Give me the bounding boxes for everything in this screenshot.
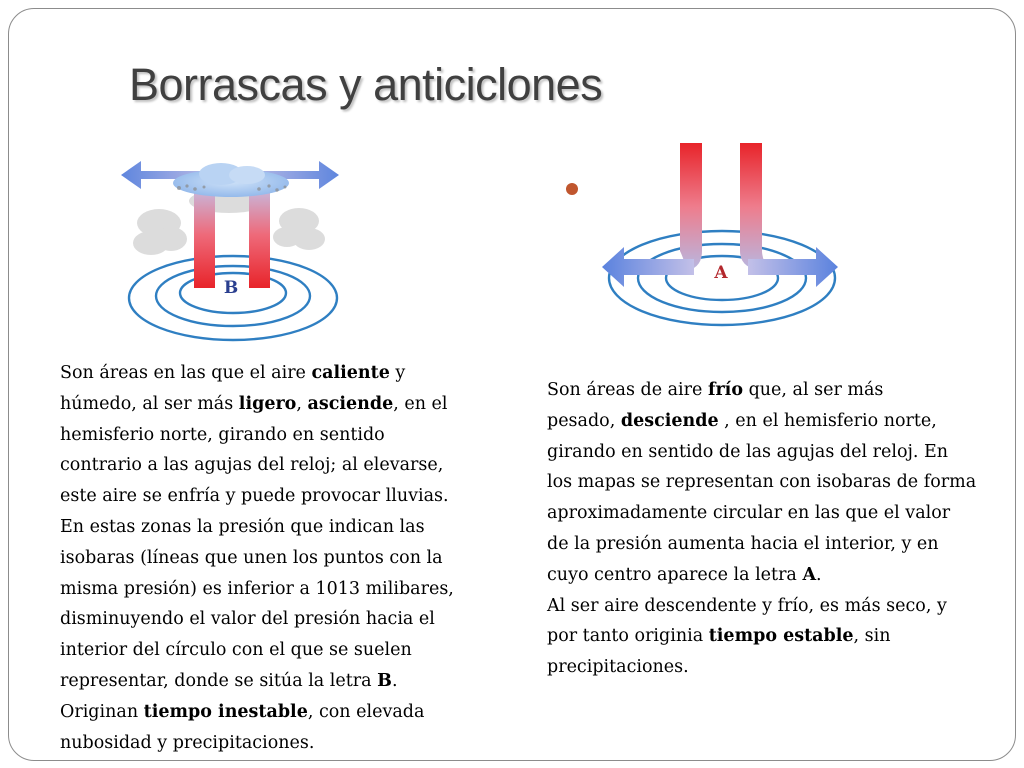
text-run: isobaras (líneas que unen los puntos con la xyxy=(60,547,443,568)
cloud-mist xyxy=(133,189,325,255)
text-line xyxy=(60,728,480,759)
slide xyxy=(8,8,1016,761)
text-run: , en el hemisferio norte, xyxy=(718,410,937,431)
text-run: los mapas se representan con isobaras de forma xyxy=(547,472,977,493)
text-line xyxy=(60,604,480,635)
text-run: este aire se enfría y puede provocar lluvias. xyxy=(60,486,449,507)
text-run: representar, donde se sitúa la letra xyxy=(60,670,378,691)
text-run: disminuyendo el valor del presión hacia el xyxy=(60,609,435,630)
text-run: nubosidad y precipitaciones. xyxy=(60,732,315,753)
low-pressure-letter: B xyxy=(223,278,239,298)
high-pressure-description xyxy=(547,375,995,683)
text-line xyxy=(547,652,995,683)
bullet-dot xyxy=(566,183,578,195)
descending-cold-air-columns xyxy=(680,143,764,271)
text-run: . xyxy=(816,564,822,585)
text-run: de la presión aumenta hacia el interior, y en xyxy=(547,533,939,554)
text-run: interior del círculo con el que se suelen xyxy=(60,640,412,661)
text-line xyxy=(547,406,995,437)
emphasis-text: frío xyxy=(707,380,744,400)
low-pressure-description xyxy=(60,358,480,758)
emphasis-text: tiempo inestable xyxy=(143,701,308,722)
emphasis-text: A xyxy=(802,564,817,585)
text-line xyxy=(547,375,995,406)
text-run: girando en sentido de las agujas del reloj. En xyxy=(547,441,949,462)
emphasis-text: B xyxy=(377,670,392,691)
isobar-rings xyxy=(129,256,337,340)
text-line xyxy=(547,437,995,468)
text-line xyxy=(60,543,480,574)
text-run: En estas zonas la presión que indican las xyxy=(60,516,425,537)
text-run: , con elevada xyxy=(307,701,425,722)
emphasis-text: desciende xyxy=(620,410,719,431)
text-line xyxy=(547,621,995,652)
text-line xyxy=(60,697,480,728)
text-run: pesado, xyxy=(547,410,621,431)
text-run: y xyxy=(389,363,406,383)
text-run: húmedo, al ser más xyxy=(60,393,239,414)
text-line xyxy=(60,574,480,605)
text-run: aproximadamente circular en las que el valor xyxy=(547,503,951,524)
text-line xyxy=(547,591,995,622)
text-run: por tanto originia xyxy=(547,626,709,647)
high-pressure-letter: A xyxy=(714,263,728,283)
high-pressure-diagram xyxy=(594,133,844,333)
text-run: precipitaciones. xyxy=(547,657,689,678)
text-line xyxy=(60,512,480,543)
emphasis-text: tiempo estable xyxy=(708,626,854,647)
text-line xyxy=(60,481,480,512)
text-line xyxy=(60,420,480,451)
text-line xyxy=(60,358,480,389)
slide-title: Borrascas y anticiclones xyxy=(129,59,603,110)
text-line xyxy=(547,529,995,560)
emphasis-text: caliente xyxy=(311,363,390,383)
text-line xyxy=(547,560,995,591)
text-line xyxy=(547,467,995,498)
text-line xyxy=(60,635,480,666)
text-run: , en el xyxy=(393,393,448,414)
text-run: contrario a las agujas del reloj; al elevarse, xyxy=(60,455,444,476)
text-run: , sin xyxy=(853,626,891,647)
text-run: Al ser aire descendente y frío, es más seco, y xyxy=(547,595,947,616)
text-run: misma presión) es inferior a 1013 milibares, xyxy=(60,578,454,599)
text-run: Son áreas de aire xyxy=(547,380,708,400)
text-line xyxy=(60,389,480,420)
text-run: Originan xyxy=(60,701,144,722)
cloud-icon xyxy=(173,163,289,197)
text-run: , xyxy=(296,393,308,414)
emphasis-text: ligero xyxy=(238,393,297,414)
text-line xyxy=(60,450,480,481)
text-run: que, al ser más xyxy=(743,380,884,400)
low-pressure-diagram xyxy=(109,131,349,346)
text-run: cuyo centro aparece la letra xyxy=(547,564,803,585)
text-run: . xyxy=(391,670,398,691)
text-line xyxy=(60,666,480,697)
emphasis-text: asciende xyxy=(307,393,394,414)
text-line xyxy=(547,498,995,529)
text-run: Son áreas en las que el aire xyxy=(60,363,312,383)
text-run: hemisferio norte, girando en sentido xyxy=(60,424,385,445)
